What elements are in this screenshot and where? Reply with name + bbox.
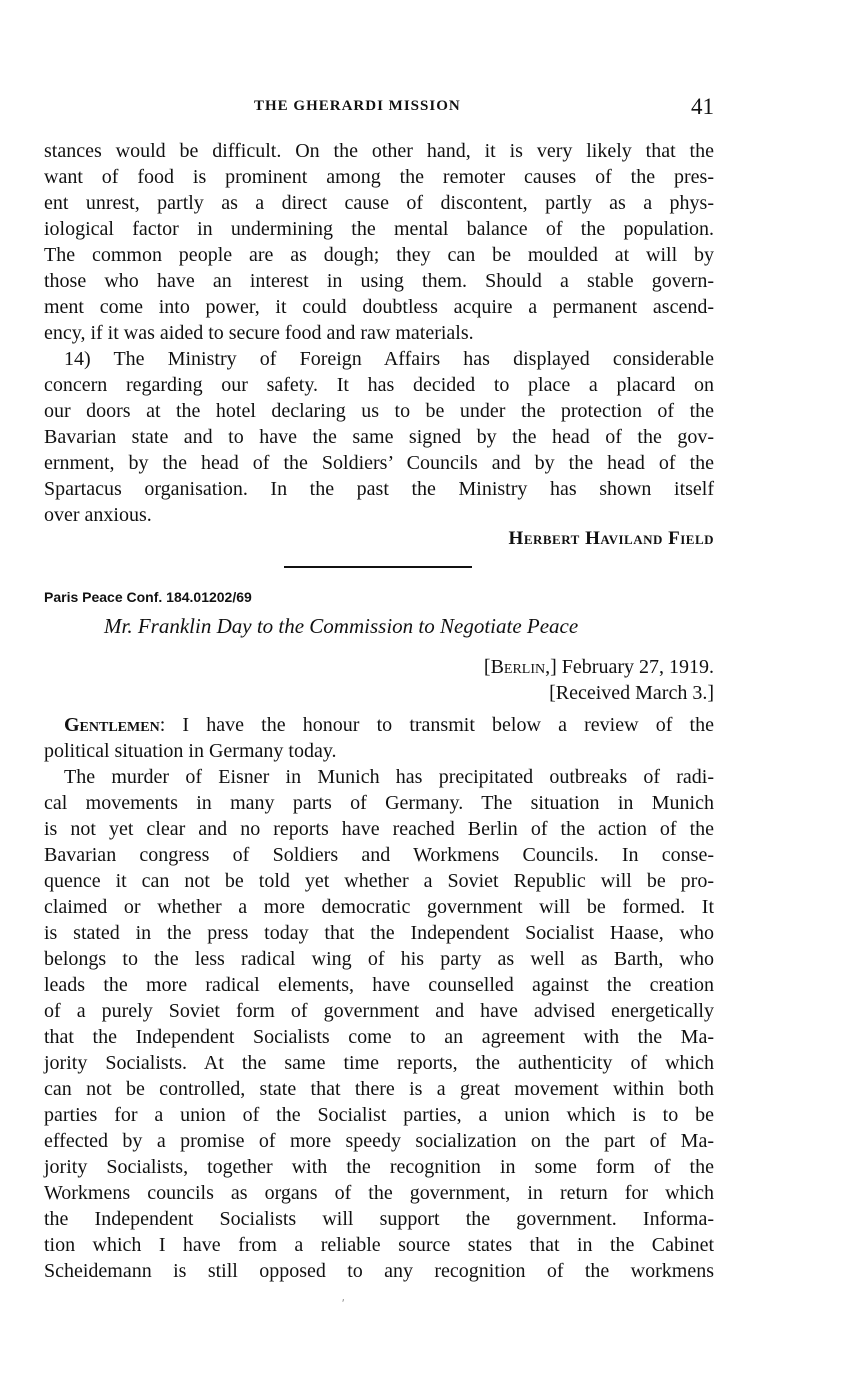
received-note: [Received March 3.] <box>549 682 714 704</box>
text-line: Spartacus organisation. In the past the Ministry has shown itself <box>44 478 714 500</box>
text-line: Bavarian congress of Soldiers and Workmens Councils. In conse- <box>44 844 714 866</box>
page-number: 41 <box>691 94 714 119</box>
text-line: concern regarding our safety. It has decided to place a placard on <box>44 374 714 396</box>
text-line: ment come into power, it could doubtless acquire a permanent ascend- <box>44 296 714 318</box>
text-line: over anxious. <box>44 504 152 526</box>
section-divider <box>284 566 472 568</box>
text-line: is not yet clear and no reports have reached Berlin of the action of the <box>44 818 714 840</box>
text-line: jority Socialists. At the same time reports, the authenticity of which <box>44 1052 714 1074</box>
text-line: leads the more radical elements, have counselled against the creation <box>44 974 714 996</box>
document-title: Mr. Franklin Day to the Commission to Negotiate Peace <box>104 614 579 638</box>
text-line: Bavarian state and to have the same signed by the head of the gov- <box>44 426 714 448</box>
text-line: ency, if it was aided to secure food and raw materials. <box>44 322 474 344</box>
text-line: political situation in Germany today. <box>44 740 337 762</box>
paragraph-continued <box>44 138 714 346</box>
text-line: is stated in the press today that the Independent Socialist Haase, who <box>44 922 714 944</box>
text-line: parties for a union of the Socialist parties, a union which is to be <box>44 1104 714 1126</box>
text-line: those who have an interest in using them. Should a stable govern- <box>44 270 714 292</box>
dateline-date: February 27, 1919. <box>561 656 714 678</box>
text-line: tion which I have from a reliable source states that in the Cabinet <box>44 1234 714 1256</box>
running-header <box>44 94 714 122</box>
file-number: Paris Peace Conf. 184.01202/69 <box>44 589 252 605</box>
salutation-paragraph <box>44 712 714 764</box>
dateline: [Berlin,] February 27, 1919. <box>483 656 714 678</box>
text-line: our doors at the hotel declaring us to be under the protection of the <box>44 400 714 422</box>
text-line: Scheidemann is still opposed to any recognition of the workmens <box>44 1260 714 1282</box>
running-title: THE GHERARDI MISSION <box>254 98 461 114</box>
text-line: belongs to the less radical wing of his party as well as Barth, who <box>44 948 714 970</box>
text-line: iological factor in undermining the mental balance of the population. <box>44 218 714 240</box>
text-line: cal movements in many parts of Germany. The situation in Munich <box>44 792 714 814</box>
text-line <box>44 712 714 738</box>
paragraph-body <box>44 764 714 1284</box>
text-line: ent unrest, partly as a direct cause of discontent, partly as a phys- <box>44 192 714 214</box>
text-line: want of food is prominent among the remoter causes of the pres- <box>44 166 714 188</box>
paragraph-14 <box>44 346 714 528</box>
text-line: of a purely Soviet form of government and have advised energetically <box>44 1000 714 1022</box>
text-line: Workmens councils as organs of the government, in return for which <box>44 1182 714 1204</box>
scan-mark: ʹ <box>342 1296 345 1310</box>
text-line: jority Socialists, together with the recognition in some form of the <box>44 1156 714 1178</box>
dateline-place: Berlin <box>490 656 546 678</box>
text-line: ernment, by the head of the Soldiers’ Councils and by the head of the <box>44 452 714 474</box>
text-line: The common people are as dough; they can be moulded at will by <box>44 244 714 266</box>
text-line: claimed or whether a more democratic government will be formed. It <box>44 896 714 918</box>
text-line: that the Independent Socialists come to an agreement with the Ma- <box>44 1026 714 1048</box>
text-line: the Independent Socialists will support the government. Informa- <box>44 1208 714 1230</box>
salutation-text: : I have the honour to transmit below a review of the <box>159 714 714 736</box>
text-line: stances would be difficult. On the other hand, it is very likely that the <box>44 140 714 162</box>
signature: Herbert Haviland Field <box>508 528 714 549</box>
text-line: effected by a promise of more speedy socialization on the part of Ma- <box>44 1130 714 1152</box>
salutation: Gentlemen <box>64 714 160 736</box>
text-line: 14) The Ministry of Foreign Affairs has displayed considerable <box>64 348 714 370</box>
text-line: can not be controlled, state that there is a great movement within both <box>44 1078 714 1100</box>
text-line: quence it can not be told yet whether a Soviet Republic will be pro- <box>44 870 714 892</box>
text-line: The murder of Eisner in Munich has precipitated outbreaks of radi- <box>64 766 714 788</box>
